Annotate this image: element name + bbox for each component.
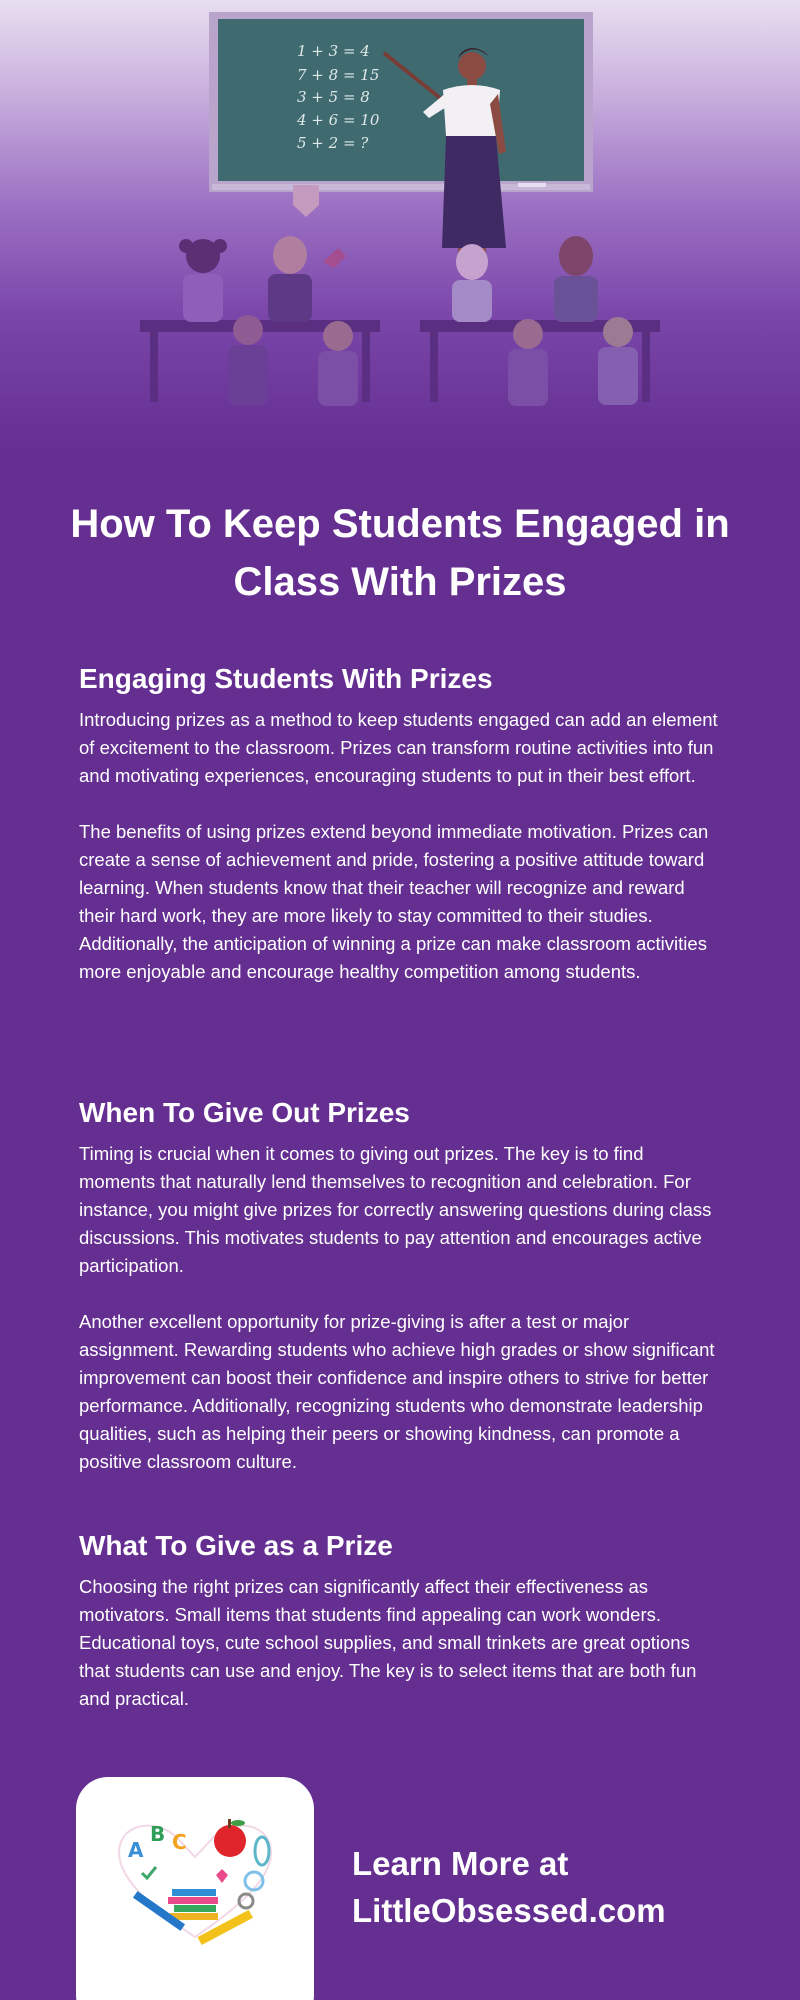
- student-bun: [213, 239, 227, 253]
- footer-cta-line1: Learn More at: [352, 1845, 569, 1882]
- student-body: [554, 276, 598, 322]
- page-title: How To Keep Students Engaged in Class With Prizes: [70, 502, 730, 604]
- section-heading: When To Give Out Prizes: [79, 1097, 410, 1128]
- desk-leg: [362, 332, 370, 402]
- student-head: [233, 315, 263, 345]
- heart-sticker-icon: [216, 1869, 228, 1883]
- student-bun: [179, 239, 193, 253]
- section-paragraph: Introducing prizes as a method to keep students engaged can add an element of excitement to the classroom. Prizes can transform routine activities into fun and motivating experiences, encouraging students to put in their best effort.: [79, 709, 718, 786]
- section-paragraph: Another excellent opportunity for prize-giving is after a test or major assignment. Rewarding students who achieve high grades or show significant improvement can boost their confidence and inspire others to strive for better performance. Additionally, recognizing students who demonstrate leadership qualities, such as helping their peers or showing kindness, can promote a positive classroom culture.: [79, 1311, 715, 1472]
- chalk-line-2: 7 + 8 = 15: [297, 66, 380, 84]
- chalk-line-4: 4 + 6 = 10: [297, 111, 380, 129]
- section-what-to-give: [79, 1527, 719, 1741]
- students-group: [140, 236, 660, 406]
- logo-card: [76, 1777, 314, 2000]
- teacher-head: [458, 52, 486, 80]
- apple-icon: [214, 1825, 246, 1857]
- classroom-illustration: [0, 0, 800, 450]
- footer-cta-link[interactable]: LittleObsessed.com: [352, 1892, 666, 1929]
- student-body: [268, 274, 312, 322]
- chalk-line-5: 5 + 2 = ?: [297, 134, 369, 152]
- classroom-scene: [0, 0, 800, 450]
- checkmark-icon: [142, 1867, 156, 1878]
- section-paragraph: Choosing the right prizes can significantly affect their effectiveness as motivators. Small items that students find appealing can work wonders. Educational toys, cute school supplies, and small trinkets are great options that students can use and enjoy. The key is to select items that are both fun and practical.: [79, 1576, 697, 1709]
- student-head: [273, 236, 307, 274]
- student-body: [183, 274, 223, 322]
- chalk-line-3: 3 + 5 = 8: [297, 88, 370, 106]
- chalk-line-1: 1 + 3 = 4: [297, 42, 370, 60]
- desk-leg: [642, 332, 650, 402]
- student-body: [318, 351, 358, 406]
- section-when-to-give: [79, 1094, 719, 1504]
- footer-cta: [352, 1840, 752, 1934]
- section-paragraph: The benefits of using prizes extend beyond immediate motivation. Prizes can create a sense of achievement and pride, fostering a positive attitude toward learning. When students know that their teacher will recognize and reward their hard work, they are more likely to stay committed to their studies. Additionally, the anticipation of winning a prize can make classroom activities more enjoyable and encourage healthy competition among students.: [79, 821, 709, 982]
- logo-letter-a: A: [128, 1838, 144, 1862]
- logo-letter-c: C: [172, 1830, 187, 1854]
- teacher-skirt: [442, 136, 506, 248]
- student-head: [559, 236, 593, 276]
- apple-stem-icon: [228, 1819, 231, 1828]
- eraser: [518, 183, 546, 187]
- book-icon: [172, 1889, 216, 1896]
- apple-leaf-icon: [231, 1820, 245, 1826]
- section-heading: Engaging Students With Prizes: [79, 663, 493, 694]
- desk-leg: [150, 332, 158, 402]
- student-body: [508, 349, 548, 406]
- logo-letter-b: B: [150, 1822, 166, 1846]
- student-head: [323, 321, 353, 351]
- chalkboard: [218, 19, 584, 181]
- section-paragraph: Timing is crucial when it comes to giving out prizes. The key is to find moments that naturally lend themselves to recognition and celebration. For instance, you might give prizes for correctly answering questions during class discussions. This motivates students to pay attention and encourages active participation.: [79, 1143, 712, 1276]
- section-engaging-students: [79, 660, 719, 1014]
- student-body: [598, 347, 638, 405]
- student-body: [452, 280, 492, 322]
- student-head: [603, 317, 633, 347]
- student-head: [456, 244, 488, 280]
- section-heading: What To Give as a Prize: [79, 1530, 393, 1561]
- student-head: [513, 319, 543, 349]
- desk-leg: [430, 332, 438, 402]
- book-icon: [174, 1905, 216, 1912]
- heart-school-logo: [76, 1777, 314, 1977]
- paperclip-icon: [255, 1837, 269, 1865]
- desk-lamp: [323, 248, 346, 268]
- book-icon: [168, 1897, 218, 1904]
- student-body: [228, 345, 268, 405]
- pennant: [293, 185, 319, 217]
